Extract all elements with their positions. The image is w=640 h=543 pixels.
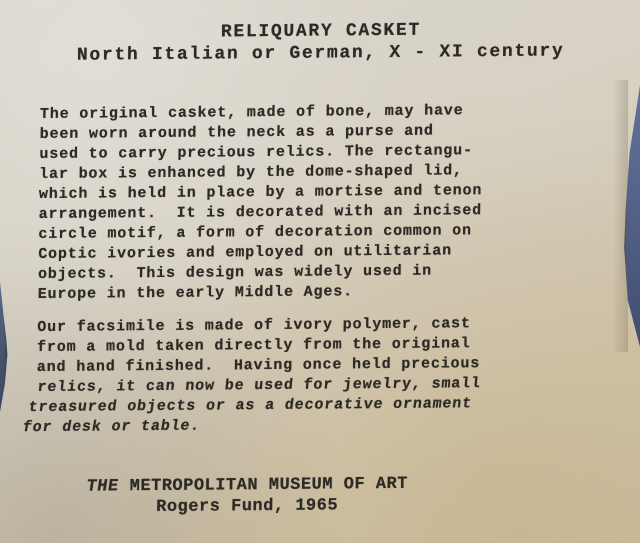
typed-line: objects. This design was widely used in: [37, 262, 433, 284]
typed-line: which is held in place by a mortise and tenon: [38, 182, 483, 204]
museum-name-the: THE: [85, 477, 121, 497]
typed-line: The original casket, made of bone, may have: [39, 102, 464, 124]
typed-line: lar box is enhanced by the dome-shaped lid,: [39, 162, 463, 184]
description-paragraph-1: [38, 101, 484, 305]
typed-line: circle motif, a form of decoration common on: [38, 222, 473, 244]
object-title: RELIQUARY CASKET: [220, 20, 422, 43]
typed-line: for desk or table.: [21, 417, 202, 437]
typed-line: Europe in the early Middle Ages.: [37, 283, 354, 304]
typed-line: Coptic ivories and employed on utilitarian: [38, 242, 453, 264]
typed-line: treasured objects or as a decorative ornament: [27, 395, 474, 417]
typed-line: been worn around the neck as a purse and: [39, 122, 434, 144]
typed-line: from a mold taken directly from the original: [36, 335, 471, 357]
typed-line: Our facsimile is made of ivory polymer, cast: [37, 315, 471, 337]
object-origin-date: North Italian or German, X - XI century: [76, 41, 565, 66]
typed-line: used to carry precious relics. The rectangu-: [39, 142, 474, 164]
typed-line: relics, it can now be used for jewelry, small: [36, 375, 482, 397]
museum-name-rest: METROPOLITAN MUSEUM OF ART: [118, 474, 409, 497]
typed-line: arrangement. It is decorated with an incised: [38, 202, 483, 224]
label-heading: [1, 18, 640, 68]
typed-line: and hand finished. Having once held precious: [36, 355, 481, 377]
credit-block: [0, 473, 509, 520]
fund-line: Rogers Fund, 1965: [156, 496, 339, 518]
description-paragraph-2: [21, 314, 482, 438]
